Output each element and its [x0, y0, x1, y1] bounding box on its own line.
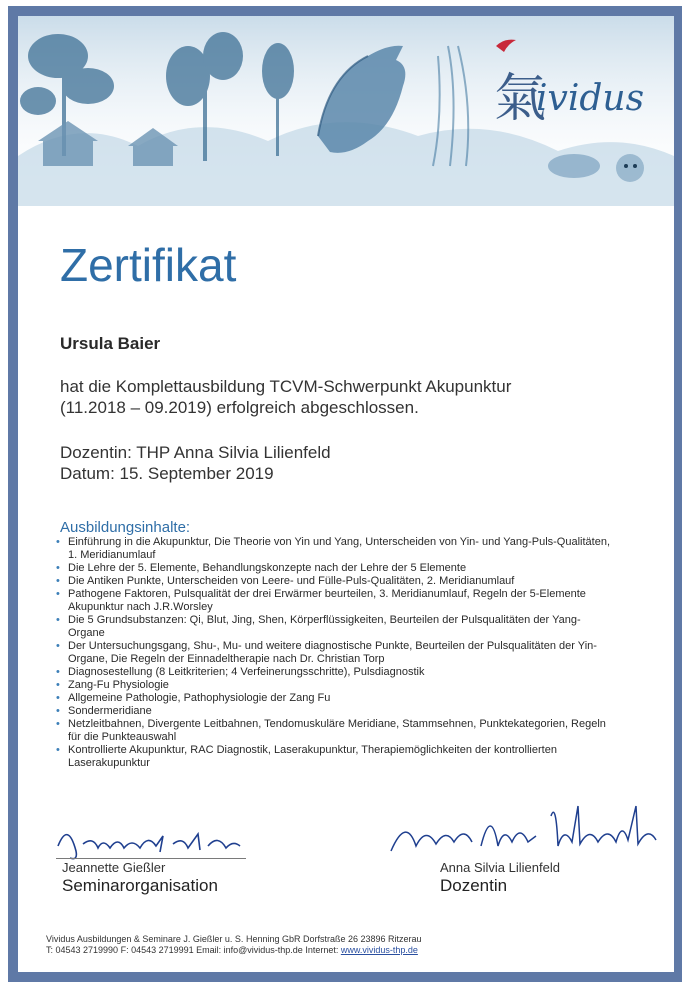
- signature-role-right: Dozentin: [440, 876, 508, 895]
- list-item: • Der Untersuchungsgang, Shu-, Mu- und weitere diagnostische Punkte, Beurteilen der Pulsqualitäten der Yin-Organe, Die Regeln der Einnadeltherapie nach Dr. Christian Torp: [56, 640, 597, 665]
- signature-line-left: [56, 858, 246, 859]
- instructor-line: Dozentin: THP Anna Silvia Lilienfeld: [60, 443, 331, 462]
- bird-icon: [496, 38, 516, 52]
- recipient-name: Ursula Baier: [60, 334, 161, 353]
- list-item: • Zang-Fu Physiologie: [56, 679, 169, 691]
- list-item: • Diagnosestellung (8 Leitkriterien; 4 Verfeinerungsschritte), Pulsdiagnostik: [56, 666, 425, 678]
- list-item: • Kontrollierte Akupunktur, RAC Diagnostik, Laserakupunktur, Therapiemöglichkeiten der kontrollierten Laserakupunktur: [56, 744, 557, 769]
- website-link[interactable]: www.vividus-thp.de: [340, 945, 418, 955]
- footer-contact: T: 04543 2719990 F: 04543 2719991 Email: info@vividus-thp.de Internet:: [46, 945, 341, 955]
- certificate-title: Zertifikat: [60, 239, 237, 291]
- bullet-icon: •: [56, 640, 60, 652]
- logo-text: ividus: [536, 78, 645, 119]
- completion-line-1: hat die Komplettausbildung TCVM-Schwerpunkt Akupunktur: [60, 377, 512, 396]
- bullet-icon: •: [56, 588, 60, 600]
- vividus-logo: [488, 36, 668, 129]
- bullet-icon: •: [56, 718, 60, 730]
- list-item: • Sondermeridiane: [56, 705, 152, 717]
- completion-statement: [60, 376, 511, 418]
- bullet-icon: •: [56, 679, 60, 691]
- list-item: • Pathogene Faktoren, Pulsqualität der drei Erwärmer beurteilen, 3. Meridianumlauf, Regeln der 5-Elemente Akupunktur nach J.R.Worsley: [56, 588, 586, 613]
- bullet-icon: •: [56, 705, 60, 717]
- list-item: • Netzleitbahnen, Divergente Leitbahnen, Tendomuskuläre Meridiane, Stammsehnen, Punktekategorien, Regeln für die Punkteauswahl: [56, 718, 606, 743]
- instructor-and-date: [60, 442, 331, 484]
- list-item: • Die Antiken Punkte, Unterscheiden von Leere- und Fülle-Puls-Qualitäten, 2. Meridianumlauf: [56, 575, 515, 587]
- logo-character: 氣: [494, 69, 547, 129]
- training-content-list: [56, 536, 616, 770]
- bullet-icon: •: [56, 692, 60, 704]
- bullet-icon: •: [56, 744, 60, 756]
- footer-line-1: Vividus Ausbildungen & Seminare J. Gießler u. S. Henning GbR Dorfstraße 26 23896 Ritzerau: [46, 934, 422, 944]
- header-banner: [18, 16, 674, 206]
- signature-name-left: Jeannette Gießler: [62, 860, 166, 875]
- list-item: • Einführung in die Akupunktur, Die Theorie von Yin und Yang, Unterscheiden von Yin- und Yang-Puls-Qualitäten, 1. Meridianumlauf: [56, 536, 611, 561]
- bullet-icon: •: [56, 562, 60, 574]
- section-title: Ausbildungsinhalte:: [60, 519, 191, 536]
- bullet-icon: •: [56, 536, 60, 548]
- signature-name-right: Anna Silvia Lilienfeld: [440, 860, 560, 875]
- footer: [46, 934, 646, 956]
- list-item: • Allgemeine Pathologie, Pathophysiologie der Zang Fu: [56, 692, 331, 704]
- signature-right: [386, 796, 666, 866]
- footer-line-2: [46, 945, 646, 956]
- bullet-icon: •: [56, 614, 60, 626]
- list-item: • Die Lehre der 5. Elemente, Behandlungskonzepte nach der Lehre der 5 Elemente: [56, 562, 467, 574]
- signature-role-left: Seminarorganisation: [62, 876, 218, 895]
- completion-line-2: (11.2018 – 09.2019) erfolgreich abgeschlossen.: [60, 398, 419, 417]
- bullet-icon: •: [56, 666, 60, 678]
- date-line: Datum: 15. September 2019: [60, 464, 274, 483]
- bullet-icon: •: [56, 575, 60, 587]
- list-item: • Die 5 Grundsubstanzen: Qi, Blut, Jing, Shen, Körperflüssigkeiten, Beurteilen der Pulsqualitäten der Yang-Organe: [56, 614, 581, 639]
- certificate-frame: [8, 6, 682, 982]
